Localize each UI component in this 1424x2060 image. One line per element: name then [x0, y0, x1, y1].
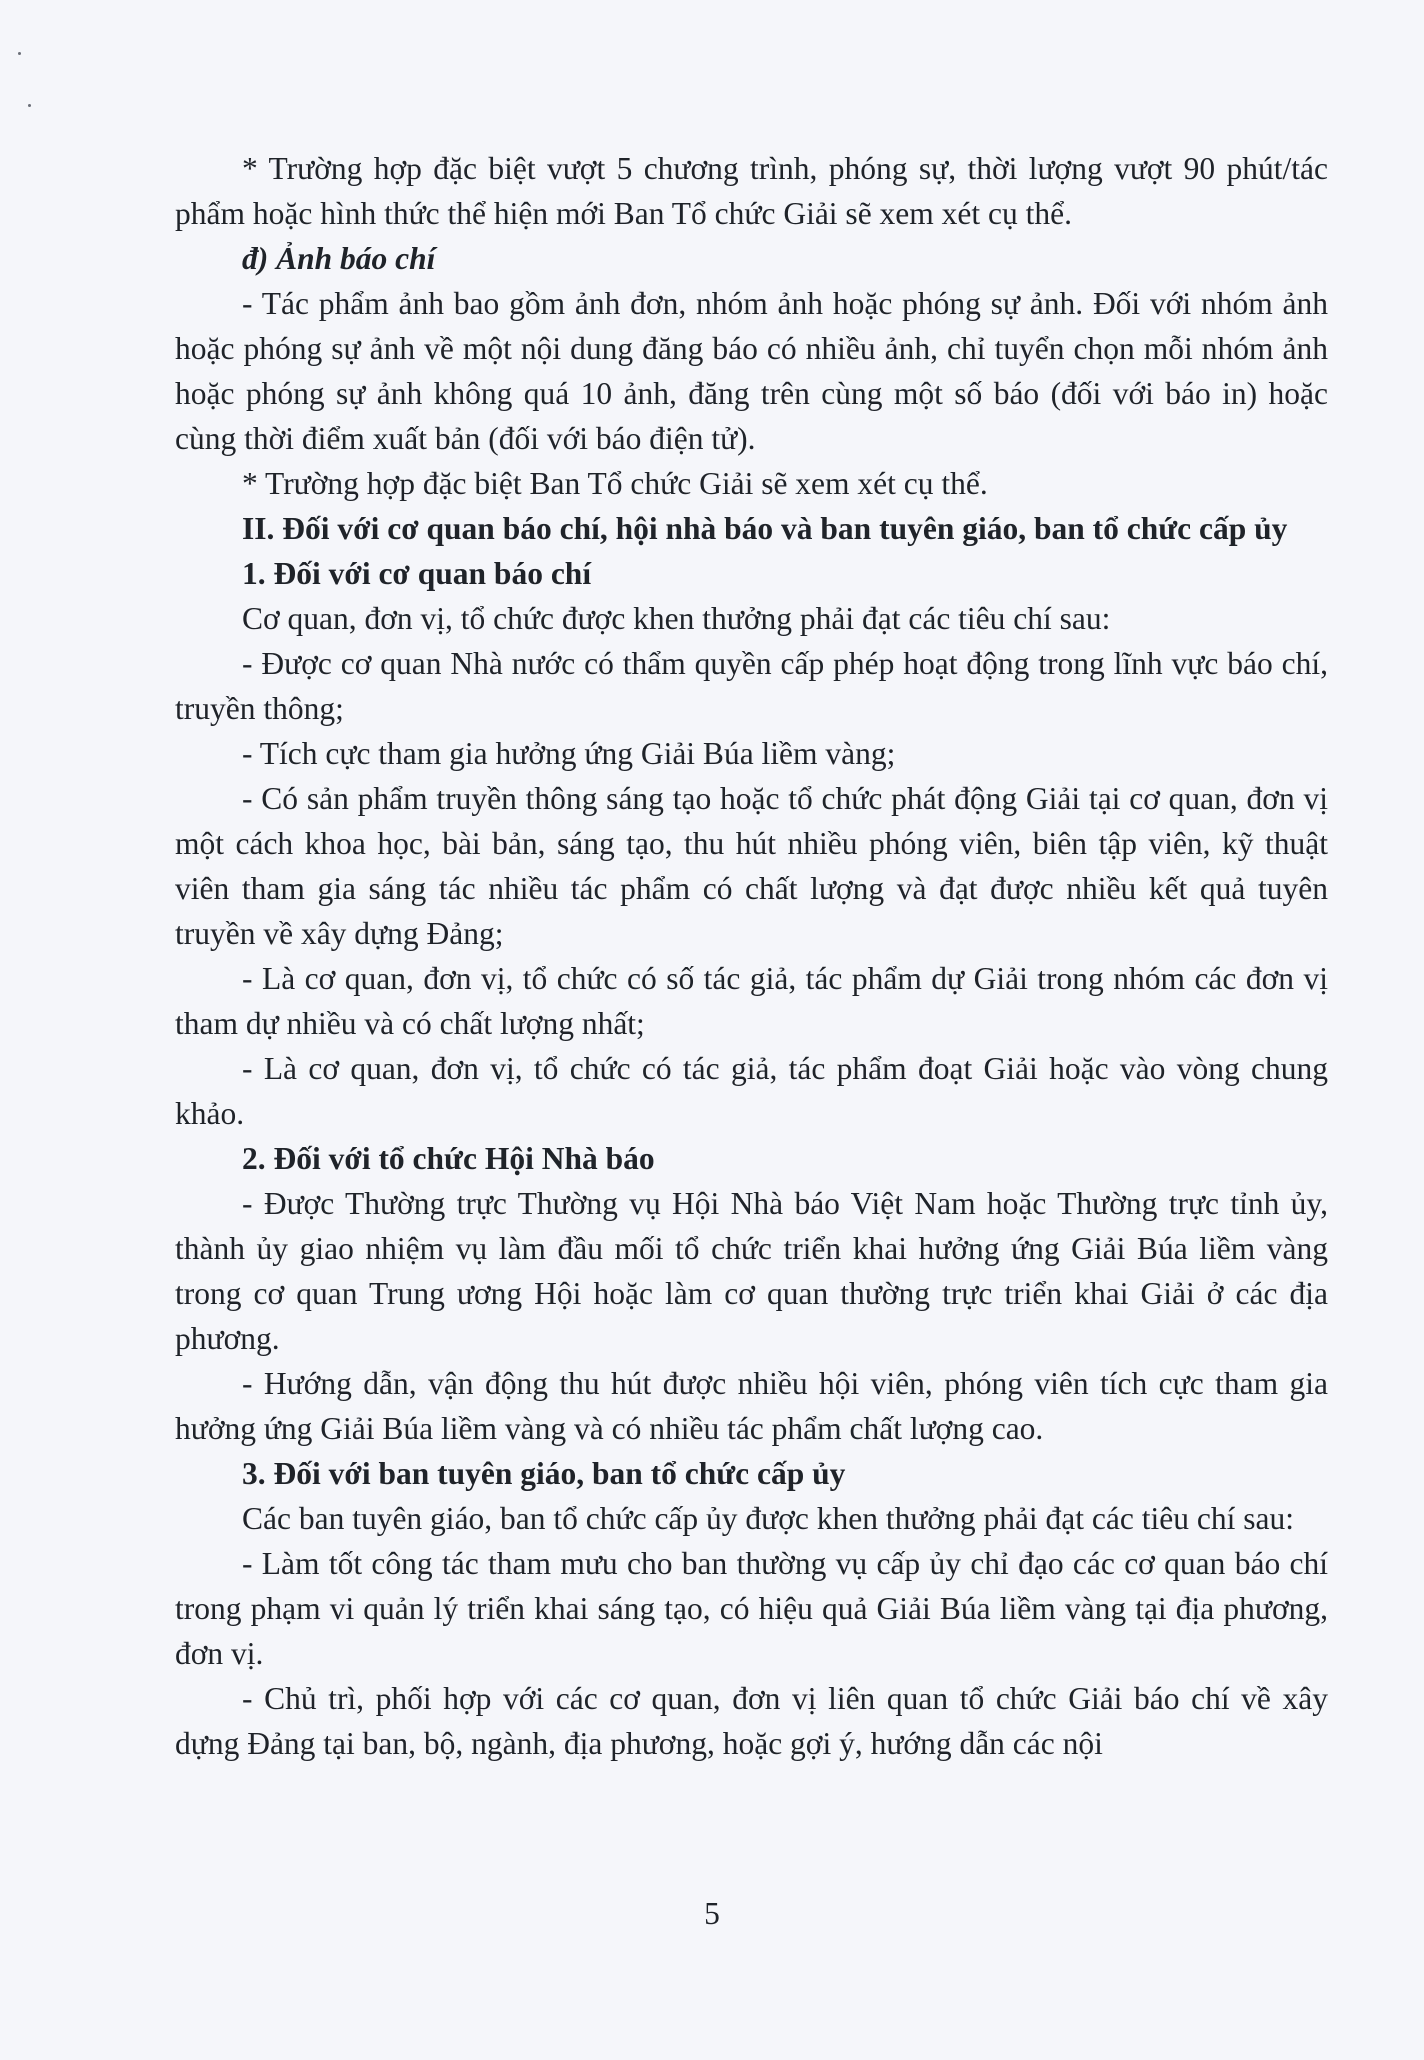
criterion-licensed: - Được cơ quan Nhà nước có thẩm quyền cấp phép hoạt động trong lĩnh vực báo chí, truyền thông; [175, 646, 1328, 726]
criterion-association-assigned: - Được Thường trực Thường vụ Hội Nhà báo Việt Nam hoặc Thường trực tỉnh ủy, thành ủy giao nhiệm vụ làm đầu mối tổ chức triển khai hưởng ứng Giải Búa liềm vàng trong cơ quan Trung ương Hội hoặc làm cơ quan thường trực triển khai Giải ở các địa phương. [175, 1186, 1328, 1356]
criterion-participation: - Tích cực tham gia hưởng ứng Giải Búa liềm vàng; [242, 736, 896, 771]
paragraph-photo-works: - Tác phẩm ảnh bao gồm ảnh đơn, nhóm ảnh hoặc phóng sự ảnh. Đối với nhóm ảnh hoặc phóng sự ảnh về một nội dung đăng báo có nhiều ảnh, chỉ tuyển chọn mỗi nhóm ảnh hoặc phóng sự ảnh không quá 10 ảnh, đăng trên cùng một số báo (đối với báo in) hoặc cùng thời điểm xuất bản (đối với báo điện tử). [175, 286, 1328, 456]
criterion-award-winners: - Là cơ quan, đơn vị, tổ chức có tác giả, tác phẩm đoạt Giải hoặc vào vòng chung khảo. [175, 1051, 1328, 1131]
scan-speck [18, 52, 21, 55]
paragraph-criteria-intro: Cơ quan, đơn vị, tổ chức được khen thưởng phải đạt các tiêu chí sau: [242, 601, 1111, 636]
section-heading-organizations: II. Đối với cơ quan báo chí, hội nhà báo và ban tuyên giáo, ban tổ chức cấp ủy [242, 511, 1288, 546]
scan-speck [28, 104, 31, 107]
section-heading-press-photo: đ) Ảnh báo chí [242, 241, 436, 276]
document-body [175, 146, 1328, 1766]
criterion-boards-coordinate: - Chủ trì, phối hợp với các cơ quan, đơn vị liên quan tổ chức Giải báo chí về xây dựng Đảng tại ban, bộ, ngành, địa phương, hoặc gợi ý, hướng dẫn các nội [175, 1681, 1328, 1761]
subheading-press-agencies: 1. Đối với cơ quan báo chí [242, 556, 592, 591]
subheading-journalists-association: 2. Đối với tổ chức Hội Nhà báo [242, 1141, 655, 1176]
criterion-association-mobilize: - Hướng dẫn, vận động thu hút được nhiều hội viên, phóng viên tích cực tham gia hưởng ứng Giải Búa liềm vàng và có nhiều tác phẩm chất lượng cao. [175, 1366, 1328, 1446]
paragraph-special-case-photo: * Trường hợp đặc biệt Ban Tổ chức Giải sẽ xem xét cụ thể. [242, 466, 988, 501]
page-number: 5 [704, 1896, 720, 1931]
criterion-entries-count: - Là cơ quan, đơn vị, tổ chức có số tác giả, tác phẩm dự Giải trong nhóm các đơn vị tham dự nhiều và có chất lượng nhất; [175, 961, 1328, 1041]
subheading-propaganda-boards: 3. Đối với ban tuyên giáo, ban tổ chức cấp ủy [242, 1456, 846, 1491]
paragraph-boards-intro: Các ban tuyên giáo, ban tổ chức cấp ủy được khen thưởng phải đạt các tiêu chí sau: [242, 1501, 1294, 1536]
criterion-creative-products: - Có sản phẩm truyền thông sáng tạo hoặc tổ chức phát động Giải tại cơ quan, đơn vị một cách khoa học, bài bản, sáng tạo, thu hút nhiều phóng viên, biên tập viên, kỹ thuật viên tham gia sáng tác nhiều tác phẩm có chất lượng và đạt được nhiều kết quả tuyên truyền về xây dựng Đảng; [175, 781, 1328, 951]
paragraph-special-case-broadcast: * Trường hợp đặc biệt vượt 5 chương trình, phóng sự, thời lượng vượt 90 phút/tác phẩm hoặc hình thức thể hiện mới Ban Tổ chức Giải sẽ xem xét cụ thể. [175, 151, 1328, 231]
criterion-boards-advise: - Làm tốt công tác tham mưu cho ban thường vụ cấp ủy chỉ đạo các cơ quan báo chí trong phạm vi quản lý triển khai sáng tạo, có hiệu quả Giải Búa liềm vàng tại địa phương, đơn vị. [175, 1546, 1328, 1671]
